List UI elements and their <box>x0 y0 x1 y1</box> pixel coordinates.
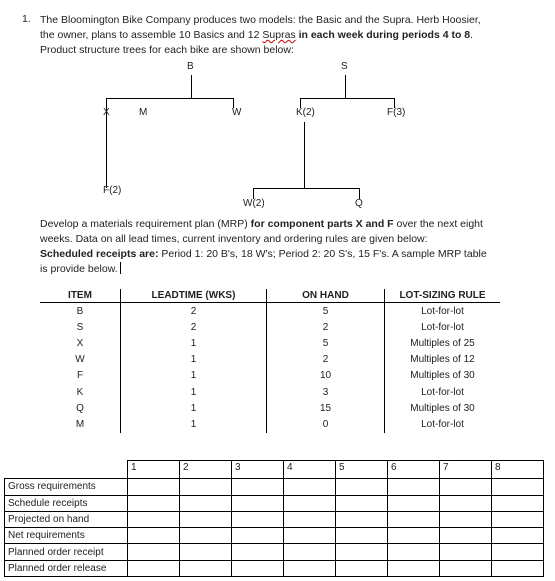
mrp-cell[interactable] <box>492 560 544 576</box>
mrp-row <box>5 511 544 527</box>
problem-number: 1. <box>22 13 31 25</box>
mrp-cell[interactable] <box>128 511 180 527</box>
mrp-cell[interactable] <box>440 495 492 511</box>
tree-line <box>106 98 233 99</box>
intro-line-3: Product structure trees for each bike are shown below: <box>40 44 294 56</box>
mrp-cell[interactable] <box>440 511 492 527</box>
mrp-cell[interactable] <box>128 479 180 495</box>
tree-line <box>300 98 394 99</box>
mrp-cell[interactable] <box>284 544 336 560</box>
tree-node-w2: W(2) <box>243 198 265 209</box>
text-cursor <box>120 262 121 274</box>
mrp-cell[interactable] <box>232 511 284 527</box>
misspelled-word[interactable]: Supras <box>262 29 296 41</box>
item-data-table <box>40 289 500 433</box>
mrp-cell[interactable] <box>180 544 232 560</box>
mrp-cell[interactable] <box>336 544 388 560</box>
mrp-cell[interactable] <box>388 495 440 511</box>
mrp-instructions <box>40 217 525 277</box>
row-label-scheduled: Schedule receipts <box>5 495 128 511</box>
table-row: M 1 0 Lot-for-lot <box>40 416 500 432</box>
mrp-cell[interactable] <box>492 495 544 511</box>
tree-node-w: W <box>232 107 242 118</box>
mrp-cell[interactable] <box>440 528 492 544</box>
tree-node-b: B <box>187 61 194 72</box>
intro-line-2: the owner, plans to assemble 10 Basics and 12 Supras in each week during periods 4 to 8. <box>40 29 474 41</box>
period-header: 3 <box>232 461 284 479</box>
mrp-cell[interactable] <box>336 495 388 511</box>
mrp-cell[interactable] <box>232 479 284 495</box>
mrp-cell[interactable] <box>284 495 336 511</box>
period-header: 7 <box>440 461 492 479</box>
mrp-cell[interactable] <box>440 544 492 560</box>
mrp-cell[interactable] <box>232 560 284 576</box>
mrp-cell[interactable] <box>388 544 440 560</box>
mrp-cell[interactable] <box>128 528 180 544</box>
period-header: 2 <box>180 461 232 479</box>
period-header: 8 <box>492 461 544 479</box>
mrp-cell[interactable] <box>232 528 284 544</box>
tree-node-k: K(2) <box>296 107 315 118</box>
tree-node-q: Q <box>355 198 363 209</box>
period-header: 6 <box>388 461 440 479</box>
table-header-row <box>40 289 500 303</box>
mrp-cell[interactable] <box>180 495 232 511</box>
mrp-cell[interactable] <box>284 528 336 544</box>
mrp-row <box>5 495 544 511</box>
tree-node-m: M <box>139 107 148 118</box>
table-row: X 1 5 Multiples of 25 <box>40 335 500 351</box>
mrp-cell[interactable] <box>492 528 544 544</box>
mrp-corner-cell <box>5 461 128 479</box>
mrp-cell[interactable] <box>232 544 284 560</box>
mrp-cell[interactable] <box>336 528 388 544</box>
mrp-cell[interactable] <box>492 511 544 527</box>
intro-line-1: The Bloomington Bike Company produces two models: the Basic and the Supra. Herb Hoosier, <box>40 14 481 26</box>
instructions-line-2: weeks. Data on all lead times, current inventory and ordering rules are given below: <box>40 233 428 245</box>
tree-line <box>345 75 346 98</box>
period-header: 5 <box>336 461 388 479</box>
mrp-table <box>4 460 544 577</box>
mrp-cell[interactable] <box>180 479 232 495</box>
row-label-gross: Gross requirements <box>5 479 128 495</box>
tree-node-f2: F(2) <box>103 185 122 196</box>
mrp-cell[interactable] <box>180 528 232 544</box>
instructions-line-1: Develop a materials requirement plan (MRP) for component parts X and F over the next eight <box>40 218 483 230</box>
instructions-line-4: is provide below. <box>40 262 525 277</box>
header-lot-sizing: LOT-SIZING RULE <box>385 289 501 303</box>
table-row: Q 1 15 Multiples of 30 <box>40 400 500 416</box>
mrp-row <box>5 560 544 576</box>
problem-intro <box>40 13 525 58</box>
row-label-net: Net requirements <box>5 528 128 544</box>
mrp-cell[interactable] <box>128 495 180 511</box>
table-row: B 2 5 Lot-for-lot <box>40 303 500 320</box>
period-header: 1 <box>128 461 180 479</box>
mrp-period-row <box>5 461 544 479</box>
mrp-cell[interactable] <box>180 560 232 576</box>
mrp-row <box>5 479 544 495</box>
row-label-release: Planned order release <box>5 560 128 576</box>
mrp-cell[interactable] <box>284 511 336 527</box>
header-item: ITEM <box>40 289 121 303</box>
mrp-cell[interactable] <box>180 511 232 527</box>
header-on-hand: ON HAND <box>267 289 385 303</box>
row-label-projected: Projected on hand <box>5 511 128 527</box>
mrp-cell[interactable] <box>388 511 440 527</box>
mrp-cell[interactable] <box>388 560 440 576</box>
mrp-cell[interactable] <box>336 560 388 576</box>
tree-line <box>253 188 359 189</box>
mrp-cell[interactable] <box>388 479 440 495</box>
instructions-line-3: Scheduled receipts are: Period 1: 20 B's, 18 W's; Period 2: 20 S's, 15 F's. A sample MRP table <box>40 248 487 260</box>
mrp-cell[interactable] <box>128 544 180 560</box>
mrp-row <box>5 528 544 544</box>
tree-node-x: X <box>103 107 110 118</box>
row-label-receipt: Planned order receipt <box>5 544 128 560</box>
table-row: K 1 3 Lot-for-lot <box>40 384 500 400</box>
mrp-cell[interactable] <box>128 560 180 576</box>
mrp-cell[interactable] <box>284 560 336 576</box>
period-header: 4 <box>284 461 336 479</box>
mrp-cell[interactable] <box>232 495 284 511</box>
tree-node-s: S <box>341 61 348 72</box>
tree-node-f3: F(3) <box>387 107 406 118</box>
header-leadtime: LEADTIME (WKS) <box>121 289 267 303</box>
table-row: S 2 2 Lot-for-lot <box>40 319 500 335</box>
mrp-row <box>5 544 544 560</box>
mrp-cell[interactable] <box>336 479 388 495</box>
mrp-cell[interactable] <box>492 479 544 495</box>
tree-line <box>304 122 305 188</box>
mrp-cell[interactable] <box>440 560 492 576</box>
mrp-cell[interactable] <box>284 479 336 495</box>
tree-line <box>191 75 192 98</box>
table-row: F 1 10 Multiples of 30 <box>40 368 500 384</box>
mrp-cell[interactable] <box>388 528 440 544</box>
mrp-cell[interactable] <box>492 544 544 560</box>
mrp-cell[interactable] <box>336 511 388 527</box>
table-row: W 1 2 Multiples of 12 <box>40 352 500 368</box>
mrp-cell[interactable] <box>440 479 492 495</box>
